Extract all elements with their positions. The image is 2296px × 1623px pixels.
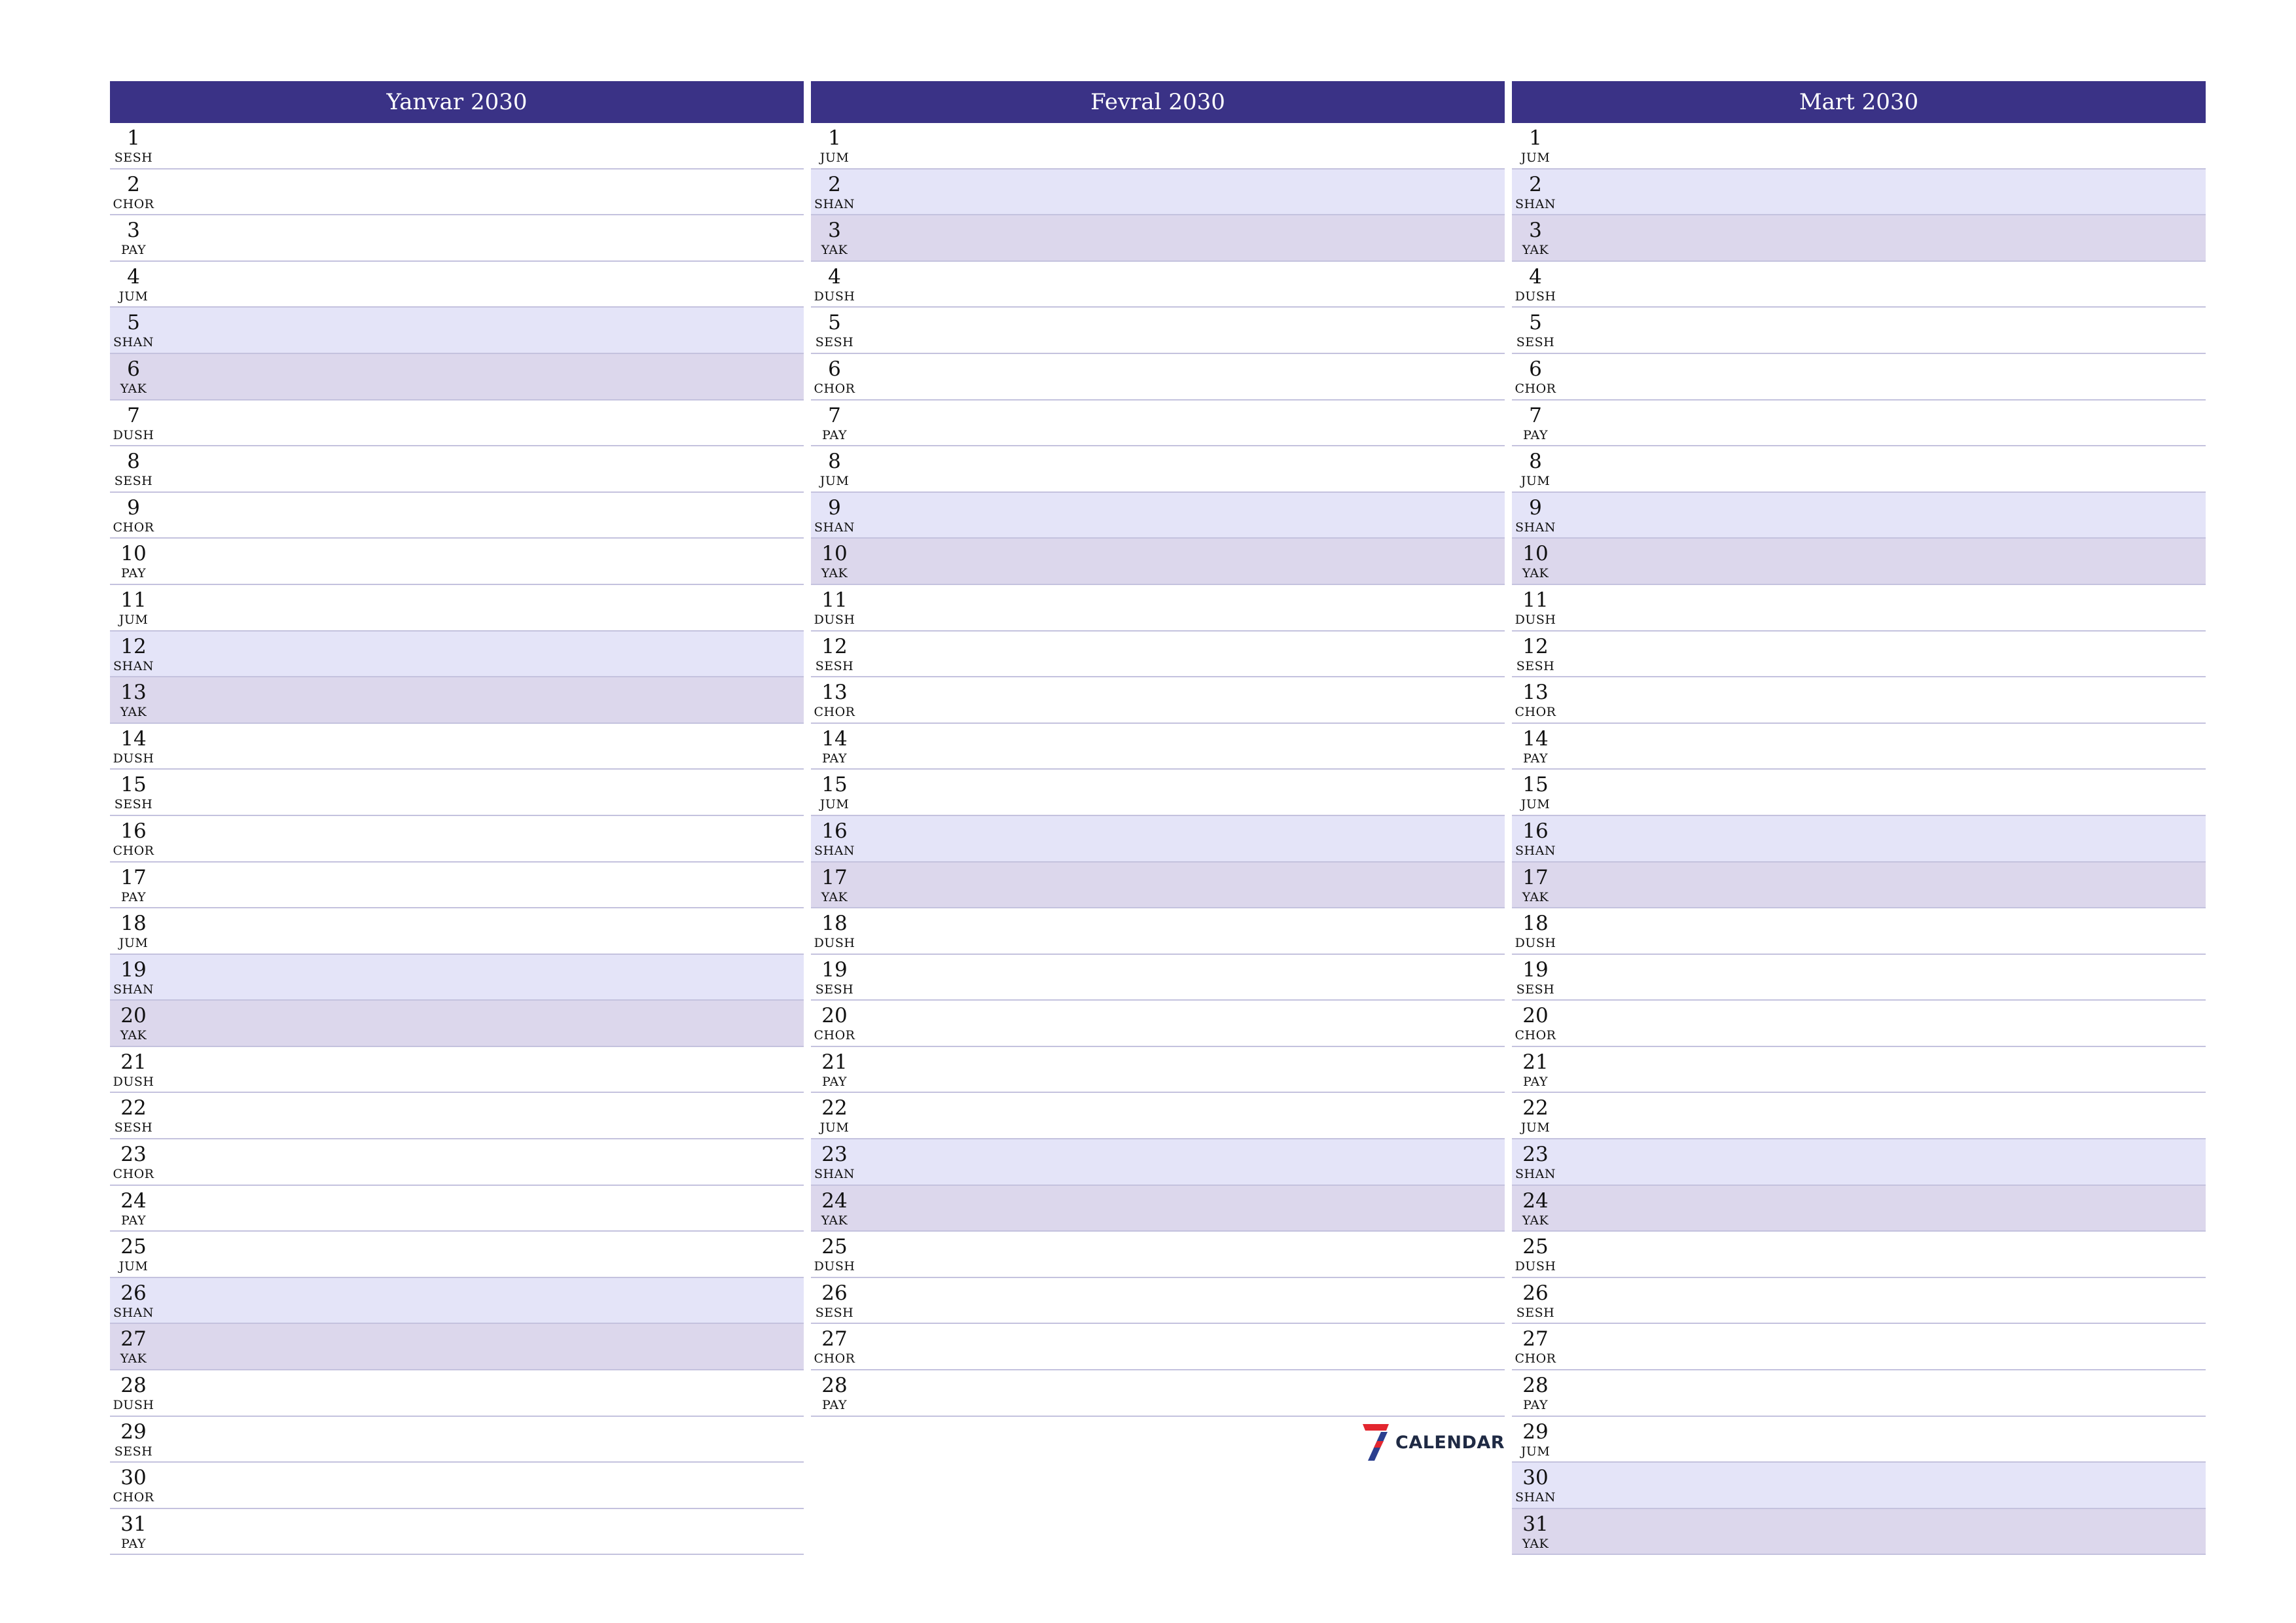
day-row: [110, 677, 804, 724]
day-row: [110, 1417, 804, 1463]
weekday-abbrev: YAK: [1522, 566, 1549, 581]
day-row: [1512, 816, 2206, 863]
day-number: 18: [120, 912, 147, 936]
day-row: [811, 1139, 1505, 1186]
day-row: [1512, 1463, 2206, 1509]
weekday-abbrev: PAY: [120, 889, 147, 904]
day-list: [811, 123, 1505, 1417]
day-row: [811, 1047, 1505, 1094]
month-header: Mart 2030: [1512, 81, 2206, 123]
weekday-abbrev: DUSH: [113, 1074, 154, 1089]
weekday-abbrev: SHAN: [1515, 843, 1556, 858]
day-row: [110, 493, 804, 539]
day-number: 25: [120, 1235, 147, 1259]
day-row: [110, 724, 804, 770]
weekday-abbrev: DUSH: [1515, 612, 1556, 627]
weekday-abbrev: CHOR: [1515, 705, 1556, 720]
day-number: 3: [828, 219, 841, 243]
day-number: 22: [1522, 1096, 1549, 1120]
day-number: 31: [120, 1512, 147, 1536]
month-header: Fevral 2030: [811, 81, 1505, 123]
day-row: [1512, 123, 2206, 169]
weekday-abbrev: SHAN: [814, 843, 855, 858]
weekday-abbrev: CHOR: [814, 705, 855, 720]
day-number: 24: [821, 1188, 848, 1213]
day-number: 24: [120, 1188, 147, 1213]
day-row: [1512, 724, 2206, 770]
day-number: 11: [821, 588, 848, 612]
day-number: 5: [1529, 311, 1542, 335]
weekday-abbrev: SHAN: [814, 1167, 855, 1182]
weekday-abbrev: CHOR: [113, 843, 154, 858]
weekday-abbrev: SESH: [1516, 658, 1555, 673]
day-row: [110, 908, 804, 955]
seven-logo-icon: [1360, 1423, 1390, 1462]
weekday-abbrev: SESH: [1516, 335, 1555, 350]
weekday-abbrev: PAY: [1522, 1398, 1549, 1413]
day-row: [811, 1001, 1505, 1047]
day-row: [1512, 354, 2206, 401]
weekday-abbrev: CHOR: [113, 1167, 154, 1182]
day-number: 14: [821, 726, 848, 751]
weekday-abbrev: SHAN: [1515, 196, 1556, 211]
day-row: [1512, 677, 2206, 724]
day-row: [811, 1186, 1505, 1232]
weekday-abbrev: PAY: [120, 566, 147, 581]
day-number: 30: [120, 1466, 147, 1490]
day-number: 12: [821, 634, 848, 658]
weekday-abbrev: JUM: [1520, 474, 1551, 489]
day-row: [811, 446, 1505, 493]
day-number: 4: [828, 264, 841, 289]
weekday-abbrev: DUSH: [113, 751, 154, 766]
weekday-abbrev: SESH: [815, 982, 854, 997]
weekday-abbrev: PAY: [1522, 427, 1549, 442]
weekday-abbrev: SHAN: [1515, 520, 1556, 535]
day-number: 15: [1522, 773, 1549, 797]
day-row: [110, 1047, 804, 1094]
weekday-abbrev: CHOR: [814, 1351, 855, 1366]
weekday-abbrev: SHAN: [1515, 1167, 1556, 1182]
day-number: 10: [821, 542, 848, 566]
day-number: 9: [828, 495, 841, 520]
day-number: 15: [120, 773, 147, 797]
day-number: 31: [1522, 1512, 1549, 1536]
weekday-abbrev: SHAN: [113, 335, 154, 350]
month-column-february: [811, 81, 1505, 1417]
weekday-abbrev: DUSH: [814, 1259, 855, 1274]
weekday-abbrev: PAY: [120, 1213, 147, 1228]
day-row: [1512, 1139, 2206, 1186]
weekday-abbrev: PAY: [821, 427, 848, 442]
weekday-abbrev: JUM: [1520, 1120, 1551, 1135]
weekday-abbrev: DUSH: [814, 936, 855, 951]
day-row: [811, 169, 1505, 216]
day-number: 11: [120, 588, 147, 612]
weekday-abbrev: PAY: [120, 1536, 147, 1551]
day-number: 28: [120, 1374, 147, 1398]
month-header: Yanvar 2030: [110, 81, 804, 123]
weekday-abbrev: SHAN: [113, 658, 154, 673]
weekday-abbrev: SESH: [114, 1444, 153, 1459]
weekday-abbrev: CHOR: [814, 1028, 855, 1043]
day-row: [1512, 1417, 2206, 1463]
weekday-abbrev: YAK: [1522, 1213, 1549, 1228]
day-row: [1512, 1047, 2206, 1094]
day-row: [110, 955, 804, 1001]
day-row: [1512, 262, 2206, 308]
weekday-abbrev: DUSH: [1515, 289, 1556, 304]
weekday-abbrev: JUM: [819, 1120, 850, 1135]
weekday-abbrev: YAK: [1522, 1536, 1549, 1551]
day-row: [1512, 446, 2206, 493]
day-number: 23: [1522, 1143, 1549, 1167]
month-column-march: [1512, 81, 2206, 1555]
day-number: 1: [828, 126, 841, 150]
day-row: [1512, 585, 2206, 632]
day-number: 28: [821, 1374, 848, 1398]
day-row: [110, 401, 804, 447]
weekday-abbrev: PAY: [821, 1074, 848, 1089]
day-number: 19: [1522, 957, 1549, 982]
day-number: 8: [1529, 450, 1542, 474]
weekday-abbrev: JUM: [1520, 151, 1551, 165]
day-row: [1512, 169, 2206, 216]
weekday-abbrev: SESH: [815, 658, 854, 673]
day-row: [110, 354, 804, 401]
day-number: 25: [1522, 1235, 1549, 1259]
weekday-abbrev: JUM: [118, 289, 149, 304]
weekday-abbrev: SHAN: [1515, 1490, 1556, 1505]
day-number: 7: [828, 403, 841, 427]
day-number: 6: [1529, 357, 1542, 381]
day-number: 7: [1529, 403, 1542, 427]
weekday-abbrev: SHAN: [814, 520, 855, 535]
day-number: 21: [120, 1050, 147, 1074]
weekday-abbrev: JUM: [819, 151, 850, 165]
day-number: 1: [1529, 126, 1542, 150]
day-row: [811, 1370, 1505, 1417]
weekday-abbrev: CHOR: [113, 520, 154, 535]
weekday-abbrev: JUM: [1520, 797, 1551, 812]
day-row: [110, 1093, 804, 1139]
weekday-abbrev: JUM: [1520, 1444, 1551, 1459]
weekday-abbrev: CHOR: [1515, 1351, 1556, 1366]
day-number: 11: [1522, 588, 1549, 612]
day-row: [811, 354, 1505, 401]
day-row: [811, 493, 1505, 539]
day-row: [110, 446, 804, 493]
day-number: 9: [1529, 495, 1542, 520]
day-number: 16: [821, 819, 848, 843]
day-number: 16: [120, 819, 147, 843]
day-row: [811, 308, 1505, 354]
day-number: 3: [127, 219, 140, 243]
weekday-abbrev: SESH: [114, 151, 153, 165]
day-row: [110, 262, 804, 308]
day-row: [1512, 1001, 2206, 1047]
day-row: [1512, 539, 2206, 585]
day-row: [811, 770, 1505, 816]
day-number: 23: [120, 1143, 147, 1167]
day-row: [110, 863, 804, 909]
day-row: [811, 123, 1505, 169]
day-row: [1512, 1278, 2206, 1325]
day-row: [811, 401, 1505, 447]
weekday-abbrev: DUSH: [1515, 1259, 1556, 1274]
weekday-abbrev: PAY: [821, 751, 848, 766]
day-number: 10: [1522, 542, 1549, 566]
day-row: [110, 539, 804, 585]
day-number: 22: [821, 1096, 848, 1120]
day-number: 20: [120, 1004, 147, 1028]
day-number: 16: [1522, 819, 1549, 843]
day-list: [1512, 123, 2206, 1555]
day-number: 20: [821, 1004, 848, 1028]
day-number: 27: [1522, 1327, 1549, 1351]
weekday-abbrev: JUM: [118, 936, 149, 951]
day-list: [110, 123, 804, 1555]
day-number: 1: [127, 126, 140, 150]
weekday-abbrev: JUM: [118, 1259, 149, 1274]
weekday-abbrev: YAK: [821, 1213, 848, 1228]
day-row: [811, 215, 1505, 262]
day-number: 17: [821, 865, 848, 889]
weekday-abbrev: PAY: [120, 243, 147, 258]
day-number: 21: [821, 1050, 848, 1074]
day-number: 21: [1522, 1050, 1549, 1074]
weekday-abbrev: JUM: [118, 612, 149, 627]
weekday-abbrev: YAK: [120, 1351, 147, 1366]
weekday-abbrev: SESH: [1516, 1305, 1555, 1320]
weekday-abbrev: YAK: [120, 705, 147, 720]
weekday-abbrev: DUSH: [1515, 936, 1556, 951]
weekday-abbrev: PAY: [821, 1398, 848, 1413]
day-row: [110, 770, 804, 816]
day-number: 13: [821, 681, 848, 705]
day-number: 9: [127, 495, 140, 520]
weekday-abbrev: SESH: [815, 1305, 854, 1320]
day-row: [811, 724, 1505, 770]
day-number: 19: [821, 957, 848, 982]
day-number: 17: [120, 865, 147, 889]
weekday-abbrev: SESH: [114, 474, 153, 489]
day-number: 3: [1529, 219, 1542, 243]
day-row: [110, 1509, 804, 1556]
day-row: [811, 1278, 1505, 1325]
day-row: [811, 262, 1505, 308]
day-row: [110, 123, 804, 169]
day-number: 15: [821, 773, 848, 797]
day-row: [1512, 632, 2206, 678]
day-number: 27: [120, 1327, 147, 1351]
day-number: 27: [821, 1327, 848, 1351]
day-row: [811, 677, 1505, 724]
weekday-abbrev: CHOR: [1515, 1028, 1556, 1043]
day-number: 14: [1522, 726, 1549, 751]
day-number: 12: [1522, 634, 1549, 658]
logo-text: CALENDAR: [1395, 1432, 1505, 1453]
day-row: [1512, 863, 2206, 909]
day-number: 13: [1522, 681, 1549, 705]
day-number: 7: [127, 403, 140, 427]
day-number: 8: [828, 450, 841, 474]
day-number: 26: [821, 1281, 848, 1305]
day-row: [110, 1370, 804, 1417]
day-number: 29: [1522, 1419, 1549, 1444]
day-number: 26: [1522, 1281, 1549, 1305]
weekday-abbrev: PAY: [1522, 751, 1549, 766]
day-number: 22: [120, 1096, 147, 1120]
day-row: [811, 1232, 1505, 1278]
day-row: [110, 1139, 804, 1186]
weekday-abbrev: CHOR: [113, 196, 154, 211]
day-row: [110, 585, 804, 632]
day-number: 10: [120, 542, 147, 566]
day-row: [811, 1093, 1505, 1139]
day-row: [110, 1001, 804, 1047]
day-row: [1512, 215, 2206, 262]
weekday-abbrev: CHOR: [814, 381, 855, 396]
day-number: 2: [1529, 172, 1542, 196]
day-row: [110, 1232, 804, 1278]
day-number: 24: [1522, 1188, 1549, 1213]
day-number: 26: [120, 1281, 147, 1305]
day-number: 2: [828, 172, 841, 196]
day-row: [811, 585, 1505, 632]
weekday-abbrev: SESH: [114, 797, 153, 812]
day-number: 25: [821, 1235, 848, 1259]
day-row: [1512, 308, 2206, 354]
day-number: 18: [821, 912, 848, 936]
day-number: 6: [127, 357, 140, 381]
day-number: 5: [828, 311, 841, 335]
weekday-abbrev: YAK: [821, 889, 848, 904]
day-row: [110, 308, 804, 354]
day-row: [1512, 770, 2206, 816]
day-row: [1512, 908, 2206, 955]
weekday-abbrev: YAK: [821, 566, 848, 581]
weekday-abbrev: SHAN: [113, 1305, 154, 1320]
day-row: [811, 632, 1505, 678]
weekday-abbrev: SHAN: [113, 982, 154, 997]
day-row: [811, 863, 1505, 909]
day-number: 4: [127, 264, 140, 289]
day-row: [811, 816, 1505, 863]
weekday-abbrev: YAK: [821, 243, 848, 258]
weekday-abbrev: DUSH: [113, 427, 154, 442]
weekday-abbrev: JUM: [819, 797, 850, 812]
weekday-abbrev: SESH: [114, 1120, 153, 1135]
weekday-abbrev: SESH: [815, 335, 854, 350]
day-row: [1512, 493, 2206, 539]
day-row: [1512, 1370, 2206, 1417]
day-row: [811, 1324, 1505, 1370]
day-row: [811, 908, 1505, 955]
day-number: 23: [821, 1143, 848, 1167]
day-number: 6: [828, 357, 841, 381]
weekday-abbrev: YAK: [1522, 243, 1549, 258]
day-row: [811, 539, 1505, 585]
day-number: 20: [1522, 1004, 1549, 1028]
weekday-abbrev: PAY: [1522, 1074, 1549, 1089]
weekday-abbrev: DUSH: [814, 612, 855, 627]
day-number: 19: [120, 957, 147, 982]
day-row: [110, 169, 804, 216]
day-number: 29: [120, 1419, 147, 1444]
weekday-abbrev: SHAN: [814, 196, 855, 211]
day-row: [1512, 401, 2206, 447]
day-number: 18: [1522, 912, 1549, 936]
brand-logo: [1360, 1423, 1505, 1462]
day-number: 30: [1522, 1466, 1549, 1490]
day-row: [1512, 955, 2206, 1001]
day-number: 8: [127, 450, 140, 474]
weekday-abbrev: YAK: [1522, 889, 1549, 904]
day-row: [1512, 1232, 2206, 1278]
day-number: 4: [1529, 264, 1542, 289]
day-number: 13: [120, 681, 147, 705]
day-row: [110, 1186, 804, 1232]
day-number: 14: [120, 726, 147, 751]
day-row: [110, 632, 804, 678]
weekday-abbrev: DUSH: [113, 1398, 154, 1413]
weekday-abbrev: YAK: [120, 381, 147, 396]
weekday-abbrev: YAK: [120, 1028, 147, 1043]
day-number: 17: [1522, 865, 1549, 889]
day-row: [110, 1324, 804, 1370]
day-row: [811, 955, 1505, 1001]
day-row: [1512, 1093, 2206, 1139]
day-row: [1512, 1509, 2206, 1556]
month-column-january: [110, 81, 804, 1555]
weekday-abbrev: CHOR: [1515, 381, 1556, 396]
day-number: 5: [127, 311, 140, 335]
day-row: [110, 816, 804, 863]
day-number: 28: [1522, 1374, 1549, 1398]
weekday-abbrev: SESH: [1516, 982, 1555, 997]
day-number: 12: [120, 634, 147, 658]
day-row: [1512, 1324, 2206, 1370]
day-row: [1512, 1186, 2206, 1232]
day-row: [110, 1463, 804, 1509]
day-row: [110, 215, 804, 262]
weekday-abbrev: JUM: [819, 474, 850, 489]
day-number: 2: [127, 172, 140, 196]
day-row: [110, 1278, 804, 1325]
weekday-abbrev: DUSH: [814, 289, 855, 304]
weekday-abbrev: CHOR: [113, 1490, 154, 1505]
